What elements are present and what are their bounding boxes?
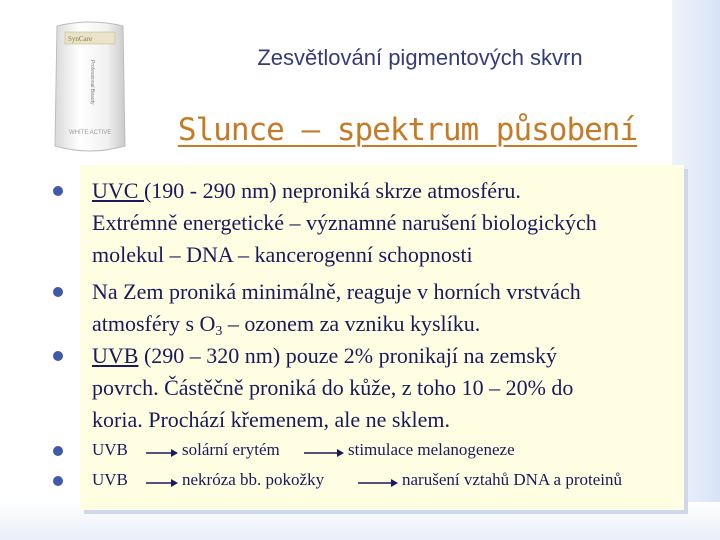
effect-chain-row: UVB solární erytém stimulace melanogeneze xyxy=(92,440,515,459)
header-title: Zesvětlování pigmentových skvrn xyxy=(257,45,583,70)
bullet-text-uvb: UVB (290 – 320 nm) pouze 2% pronikají na zemský povrch. Částěčně proniká do kůže, z toho 10 – 20% do koria. Prochází křemenem, ale ne sklem. xyxy=(92,343,574,432)
product-tube-image xyxy=(51,18,129,153)
bullet-icon xyxy=(53,186,63,196)
svg-text:WHITE ACTIVE: WHITE ACTIVE xyxy=(69,130,112,136)
svg-text:Professional Beauty: Professional Beauty xyxy=(89,60,95,105)
uvc-term: UVC xyxy=(92,178,144,203)
arrow-right-icon xyxy=(304,449,344,457)
arrow-right-icon xyxy=(358,479,398,487)
bullet-icon xyxy=(53,351,63,361)
bullet-text-uvc: UVC (190 - 290 nm) neproniká skrze atmosféru. Extrémně energetické – významné narušení biologických molekul – DNA – kancerogenní schopnosti xyxy=(92,178,597,267)
arrow-right-icon xyxy=(146,449,178,457)
slide-title: Slunce – spektrum působení xyxy=(177,112,638,148)
tube-brand-text: SynCare xyxy=(68,35,93,43)
effect-chain-row: UVB nekróza bb. pokožky narušení vztahů DNA a proteinů xyxy=(92,470,622,489)
bullet-icon xyxy=(53,476,63,486)
bullet-icon xyxy=(53,287,63,297)
arrow-right-icon xyxy=(146,479,178,487)
bullet-text-uva: Na Zem proniká minimálně, reaguje v horních vrstvách atmosféry s $O_3$ – ozonem za vzniku kyslíku. xyxy=(92,279,581,339)
uvb-term: UVB xyxy=(92,343,139,368)
bullet-icon xyxy=(53,446,63,456)
